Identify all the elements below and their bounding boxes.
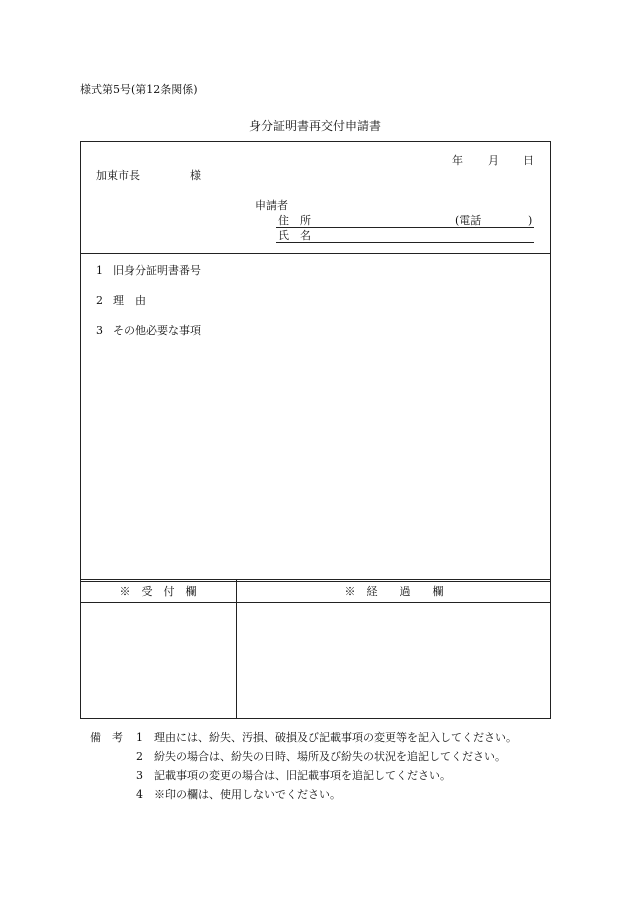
item-label: その他必要な事項 <box>113 324 201 337</box>
form-number: 様式第5号(第12条関係) <box>80 83 198 96</box>
column-divider <box>236 580 237 719</box>
address-label: 住 所 <box>278 214 311 227</box>
phone-label: (電話 <box>455 214 482 227</box>
note-number: 2 <box>136 750 143 763</box>
item-number: 1 <box>96 264 103 277</box>
note-number: 1 <box>136 731 143 744</box>
name-field-line[interactable] <box>276 242 534 243</box>
name-label: 氏 名 <box>278 229 311 242</box>
address-field-line[interactable] <box>276 227 534 228</box>
note-item <box>136 770 451 781</box>
date-month-label: 月 <box>488 154 499 167</box>
note-number: 4 <box>136 788 143 801</box>
honorific: 様 <box>190 169 201 182</box>
header-divider <box>80 253 551 254</box>
note-item <box>136 789 341 800</box>
date-year-label: 年 <box>452 154 463 167</box>
item-other-matters <box>96 325 201 336</box>
reception-column-header: ※ 受 付 欄 <box>119 585 197 598</box>
note-item <box>136 732 517 743</box>
item-number: 3 <box>96 324 103 337</box>
note-text: 記載事項の変更の場合は、旧記載事項を追記してください。 <box>154 769 451 782</box>
note-text: ※印の欄は、使用しないでください。 <box>154 788 341 801</box>
item-number: 2 <box>96 294 103 307</box>
note-number: 3 <box>136 769 143 782</box>
item-label: 旧身分証明書番号 <box>113 264 201 277</box>
document-title: 身分証明書再交付申請書 <box>248 119 381 133</box>
note-text: 紛失の場合は、紛失の日時、場所及び紛失の状況を追記してください。 <box>154 750 506 763</box>
item-old-id-number <box>96 265 201 276</box>
item-reason <box>96 295 146 306</box>
note-text: 理由には、紛失、汚損、破損及び記載事項の変更等を記入してください。 <box>154 731 517 744</box>
item-label: 理 由 <box>113 294 146 307</box>
progress-column-header: ※ 経 過 欄 <box>344 585 444 598</box>
phone-close-paren: ) <box>528 214 533 227</box>
date-day-label: 日 <box>523 154 534 167</box>
section-divider-top <box>80 579 551 580</box>
section-divider-bottom <box>80 581 551 582</box>
notes-heading: 備 考 <box>90 731 123 744</box>
column-header-divider <box>80 602 551 603</box>
applicant-label: 申請者 <box>255 199 288 212</box>
addressee: 加東市長 <box>96 169 140 182</box>
note-item <box>136 751 506 762</box>
